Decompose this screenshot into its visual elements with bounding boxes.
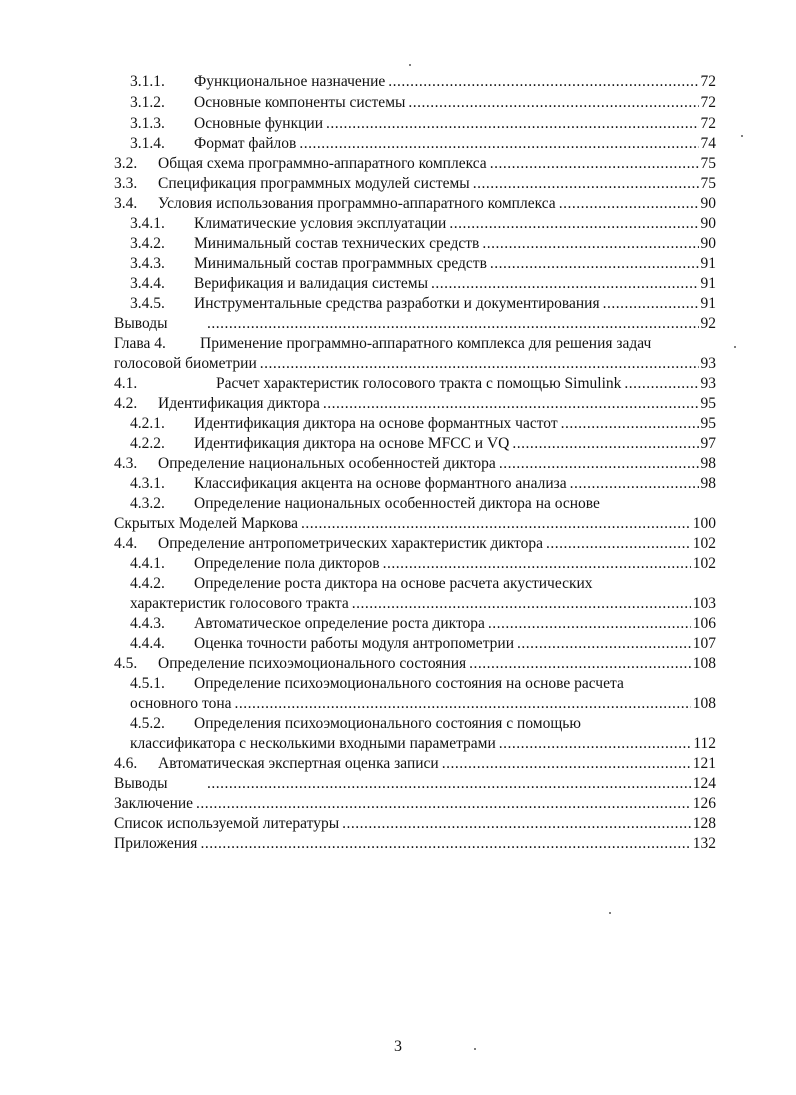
toc-entry: [130, 272, 716, 293]
toc-entry-page: 90: [700, 215, 716, 232]
toc-leader-dots: [260, 355, 699, 373]
toc-entry: [130, 732, 716, 753]
toc-entry: [130, 412, 716, 433]
toc-entry-page: 90: [700, 195, 716, 212]
toc-entry-title: Определение антропометрических характеристик диктора: [158, 535, 544, 552]
toc-entry: [114, 372, 716, 393]
toc-entry-title: Спецификация программных модулей системы: [158, 175, 470, 192]
toc-entry: [130, 252, 716, 273]
toc-entry-page: 124: [692, 775, 716, 792]
toc-entry: [114, 192, 716, 213]
toc-entry-title: Минимальный состав программных средств: [194, 255, 487, 272]
toc-chapter-heading: [114, 332, 716, 353]
toc-entry-title: Верификация и валидация системы: [194, 275, 428, 292]
toc-leader-dots: [490, 155, 699, 173]
toc-leader-dots: [442, 755, 691, 773]
toc-entry-number: 3.4.2.: [130, 235, 165, 252]
toc-leader-dots: [235, 695, 691, 713]
toc-entry-title: Определение национальных особенностей диктора на основе: [194, 495, 600, 512]
toc-entry-page: 112: [693, 735, 716, 752]
toc-entry-title: основного тона: [130, 695, 232, 712]
toc-entry-title: Скрытых Моделей Маркова: [114, 515, 298, 532]
toc-entry-number: 4.4.1.: [130, 555, 165, 572]
toc-entry-title: Идентификация диктора на основе MFCC и VQ: [194, 435, 510, 452]
toc-entry-title: классификатора с несколькими входными параметрами: [130, 735, 496, 752]
toc-entry-number: 4.3.2.: [130, 495, 165, 512]
toc-entry-page: 90: [700, 235, 716, 252]
toc-entry-title: Инструментальные средства разработки и документирования: [194, 295, 600, 312]
toc-leader-dots: [342, 815, 691, 833]
toc-entry: [130, 472, 716, 493]
toc-entry-page: 75: [700, 175, 716, 192]
toc-entry: [114, 812, 716, 833]
toc-leader-dots: [546, 535, 691, 553]
toc-entry-number: 4.3.1.: [130, 475, 165, 492]
toc-entry-number: 3.1.2.: [130, 94, 165, 111]
toc-entry-title: Функциональное назначение: [194, 73, 386, 90]
toc-entry: [130, 552, 716, 573]
toc-leader-dots: [207, 775, 691, 793]
toc-entry-page: 74: [700, 135, 716, 152]
toc-leader-dots: [499, 735, 692, 753]
toc-leader-dots: [301, 515, 691, 533]
toc-entry-title: Список используемой литературы: [114, 815, 340, 832]
toc-entry-number: 4.2.1.: [130, 415, 165, 432]
toc-entry-page: 102: [692, 535, 716, 552]
toc-entry-page: 107: [692, 635, 716, 652]
toc-entry-title: Оценка точности работы модуля антропометрии: [194, 635, 514, 652]
toc-leader-dots: [603, 295, 699, 313]
toc-entry-title: Основные компоненты системы: [194, 94, 406, 111]
toc-entry: [130, 70, 716, 91]
scan-speck: [409, 64, 411, 66]
toc-entry-page: 72: [700, 115, 716, 132]
toc-entry-page: 91: [700, 295, 716, 312]
toc-entry-title: Формат файлов: [194, 135, 297, 152]
toc-entry-number: 3.1.4.: [130, 135, 165, 152]
toc-entry: [130, 232, 716, 253]
toc-leader-dots: [570, 475, 699, 493]
toc-entry: [130, 712, 716, 733]
toc-entry-page: 98: [700, 455, 716, 472]
toc-entry-page: 108: [692, 655, 716, 672]
toc-leader-dots: [517, 635, 691, 653]
toc-entry-title: Основные функции: [194, 115, 324, 132]
toc-entry: [114, 352, 716, 373]
toc-leader-dots: [559, 195, 699, 213]
toc-entry-title: Климатические условия эксплуатации: [194, 215, 447, 232]
toc-entry: [114, 752, 716, 773]
toc-entry: [130, 112, 716, 133]
toc-entry-title: Определения психоэмоционального состояния с помощью: [194, 715, 581, 732]
toc-entry-number: 4.5.: [114, 655, 138, 672]
toc-entry-number: 4.5.1.: [130, 675, 165, 692]
toc-entry-title: Автоматическая экспертная оценка записи: [158, 755, 439, 772]
toc-leader-dots: [299, 135, 698, 153]
toc-leader-dots: [561, 415, 699, 433]
toc-entry-title: Определение национальных особенностей диктора: [158, 455, 496, 472]
toc-entry: [114, 792, 716, 813]
toc-entry: [130, 632, 716, 653]
toc-leader-dots: [207, 315, 699, 333]
toc-entry-title: Заключение: [114, 795, 194, 812]
toc-entry-number: 3.2.: [114, 155, 138, 172]
toc-entry: [130, 572, 716, 593]
toc-entry-title: Выводы: [114, 315, 168, 332]
toc-entry-number: 3.4.3.: [130, 255, 165, 272]
toc-entry-title: Расчет характеристик голосового тракта с помощью Simulink: [216, 375, 622, 392]
toc-entry: [130, 612, 716, 633]
toc-leader-dots: [482, 235, 698, 253]
toc-entry-page: 92: [700, 315, 716, 332]
toc-entry: [130, 212, 716, 233]
toc-leader-dots: [449, 215, 698, 233]
toc-entry-title: Определение психоэмоционального состояния на основе расчета: [194, 675, 624, 692]
toc-entry-title: характеристик голосового тракта: [130, 595, 349, 612]
toc-leader-dots: [490, 255, 699, 273]
toc-leader-dots: [388, 73, 698, 91]
toc-entry: [130, 292, 716, 313]
toc-leader-dots: [323, 395, 699, 413]
toc-entry-number: 3.4.4.: [130, 275, 165, 292]
toc-entry-page: 91: [700, 275, 716, 292]
toc-entry-number: 3.3.: [114, 175, 138, 192]
toc-entry: [130, 432, 716, 453]
toc-entry-title: Определение психоэмоционального состояния: [158, 655, 467, 672]
toc-entry: [114, 172, 716, 193]
toc-entry-page: 106: [692, 615, 716, 632]
toc-entry-number: 3.1.1.: [130, 73, 165, 90]
toc-entry: [114, 532, 716, 553]
toc-entry-page: 128: [692, 815, 716, 832]
toc-entry-title: Идентификация диктора: [158, 395, 320, 412]
toc-entry-page: 103: [692, 595, 716, 612]
toc-entry-title: Определение роста диктора на основе расчета акустических: [194, 575, 593, 592]
toc-entry-title: Условия использования программно-аппаратного комплекса: [158, 195, 556, 212]
toc-entry-number: 3.4.5.: [130, 295, 165, 312]
toc-leader-dots: [200, 835, 690, 853]
toc-entry: [130, 672, 716, 693]
toc-entry-page: 95: [700, 415, 716, 432]
toc-entry-page: 108: [692, 695, 716, 712]
toc-entry: [114, 152, 716, 173]
page-number: 3: [394, 1038, 402, 1055]
toc-leader-dots: [473, 175, 699, 193]
toc-entry: [114, 652, 716, 673]
toc-entry-number: 4.5.2.: [130, 715, 165, 732]
toc-entry-number: Глава 4.: [114, 335, 166, 352]
toc-entry-number: 4.4.4.: [130, 635, 165, 652]
toc-entry-page: 126: [692, 795, 716, 812]
toc-entry: [130, 592, 716, 613]
toc-entry-title: Автоматическое определение роста диктора: [194, 615, 485, 632]
toc-entry-number: 4.3.: [114, 455, 138, 472]
toc-entry-page: 72: [700, 73, 716, 90]
scan-speck: [734, 346, 736, 348]
toc-entry: [130, 492, 716, 513]
toc-entry: [114, 312, 716, 333]
toc-leader-dots: [196, 795, 691, 813]
toc-entry-page: 97: [700, 435, 716, 452]
toc-entry-page: 95: [700, 395, 716, 412]
toc-entry-title: Определение пола дикторов: [194, 555, 380, 572]
toc-entry-number: 4.2.: [114, 395, 138, 412]
toc-leader-dots: [499, 455, 699, 473]
toc-entry-page: 72: [700, 94, 716, 111]
toc-entry-page: 98: [700, 475, 716, 492]
toc-entry: [114, 512, 716, 533]
toc-entry-title: Применение программно-аппаратного комплекса для решения задач: [200, 335, 652, 352]
scan-speck: [609, 912, 611, 914]
toc-entry-page: 91: [700, 255, 716, 272]
toc-entry-title: Идентификация диктора на основе формантных частот: [194, 415, 558, 432]
toc-leader-dots: [624, 375, 698, 393]
toc-entry: [130, 132, 716, 153]
toc-leader-dots: [352, 595, 691, 613]
scan-speck: [741, 135, 743, 137]
toc-entry-number: 4.4.: [114, 535, 138, 552]
toc-entry-number: 4.1.: [114, 375, 138, 392]
toc-entry-title: Классификация акцента на основе формантного анализа: [194, 475, 567, 492]
toc-leader-dots: [469, 655, 691, 673]
toc-entry-title: Выводы: [114, 775, 168, 792]
toc-entry-page: 102: [692, 555, 716, 572]
toc-entry-page: 93: [700, 355, 716, 372]
toc-entry-page: 93: [700, 375, 716, 392]
toc-entry-number: 4.4.2.: [130, 575, 165, 592]
toc-entry: [130, 91, 716, 112]
toc-leader-dots: [383, 555, 691, 573]
toc-entry-title: Приложения: [114, 835, 198, 852]
toc-entry-page: 121: [692, 755, 716, 772]
toc-entry-number: 4.6.: [114, 755, 138, 772]
toc-entry-title: голосовой биометрии: [114, 355, 257, 372]
toc-entry-number: 4.2.2.: [130, 435, 165, 452]
toc-entry-title: Общая схема программно-аппаратного комплекса: [158, 155, 487, 172]
toc-entry-page: 75: [700, 155, 716, 172]
toc-entry-number: 4.4.3.: [130, 615, 165, 632]
toc-entry-page: 100: [692, 515, 716, 532]
toc-leader-dots: [408, 94, 698, 112]
toc-leader-dots: [326, 115, 698, 133]
toc-entry-number: 3.1.3.: [130, 115, 165, 132]
toc-leader-dots: [512, 435, 698, 453]
toc-entry: [114, 832, 716, 853]
toc-entry: [114, 452, 716, 473]
toc-entry: [114, 392, 716, 413]
toc-entry-number: 3.4.: [114, 195, 138, 212]
toc-entry-number: 3.4.1.: [130, 215, 165, 232]
toc-entry-page: 132: [692, 835, 716, 852]
toc-leader-dots: [431, 275, 699, 293]
toc-entry: [114, 772, 716, 793]
toc-leader-dots: [488, 615, 691, 633]
toc-entry-title: Минимальный состав технических средств: [194, 235, 480, 252]
toc-entry: [130, 692, 716, 713]
